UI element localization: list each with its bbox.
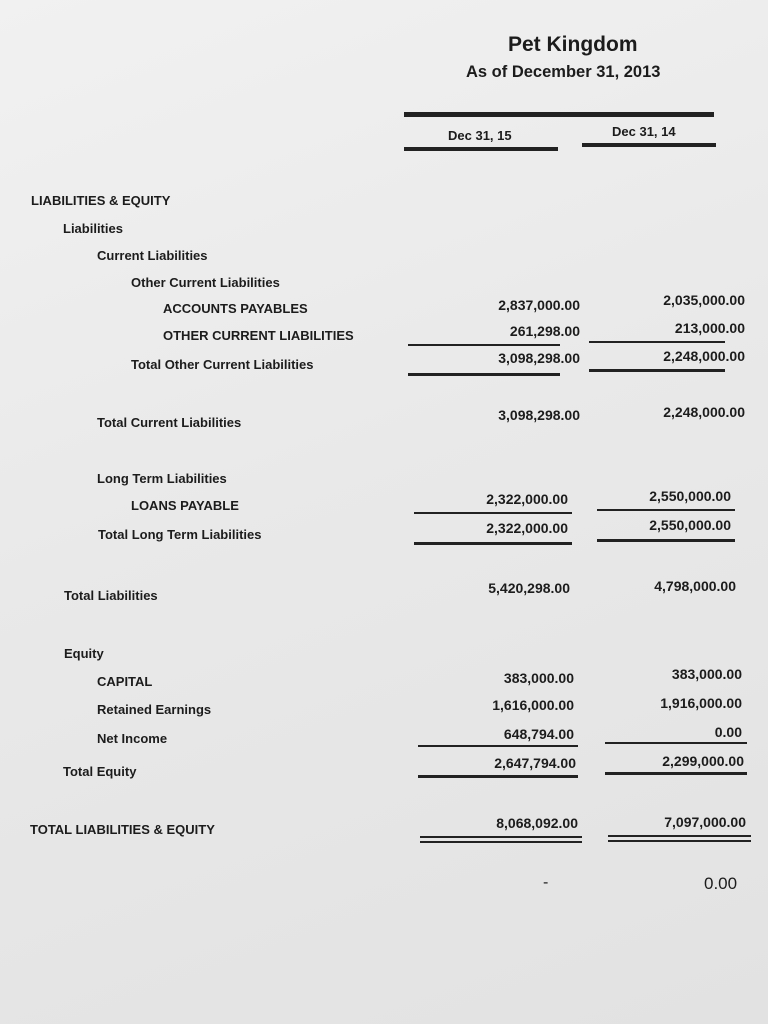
row-label-total-long-term-liabilities: Total Long Term Liabilities [98,527,262,542]
value-other-current-liabilities-2014: 213,000.00 [674,320,745,336]
row-label-other-current-liabilities: OTHER CURRENT LIABILITIES [163,328,354,343]
grand-total-double-rule-col1-top [420,836,582,838]
value-net-income-2015: 648,794.00 [503,726,574,742]
subtotal-rule-col2 [589,341,725,343]
section-liabilities: Liabilities [63,221,123,236]
equity-subtotal-rule-col2 [605,742,747,744]
value-accounts-payables-2015: 2,837,000.00 [498,297,580,313]
value-net-income-2014: 0.00 [714,724,742,740]
total-rule-col2 [589,369,725,372]
column-header-dec-31-14: Dec 31, 14 [612,124,676,139]
value-retained-earnings-2014: 1,916,000.00 [660,695,742,711]
row-label-total-current-liabilities: Total Current Liabilities [97,415,242,430]
section-other-current-liabilities: Other Current Liabilities [131,275,280,290]
value-capital-2014: 383,000.00 [671,666,742,682]
header-top-rule [404,112,714,117]
row-label-accounts-payables: ACCOUNTS PAYABLES [163,301,308,316]
value-total-liabilities-2014: 4,798,000.00 [654,578,736,594]
value-capital-2015: 383,000.00 [503,670,574,686]
value-total-current-liabilities-2014: 2,248,000.00 [663,404,745,420]
ltl-total-rule-col1 [414,542,572,545]
equity-total-rule-col1 [418,775,578,778]
row-label-capital: CAPITAL [97,674,153,689]
report-date: As of December 31, 2013 [466,63,661,81]
section-liabilities-equity: LIABILITIES & EQUITY [31,193,171,208]
value-total-long-term-liabilities-2014: 2,550,000.00 [649,517,731,533]
row-label-total-other-current-liabilities: Total Other Current Liabilities [131,357,314,372]
section-equity: Equity [64,646,104,661]
value-total-other-current-liabilities-2014: 2,248,000.00 [663,348,745,364]
value-total-long-term-liabilities-2015: 2,322,000.00 [486,520,568,536]
company-name: Pet Kingdom [508,33,638,56]
row-label-loans-payable: LOANS PAYABLE [131,498,239,513]
value-accounts-payables-2014: 2,035,000.00 [663,292,745,308]
value-total-current-liabilities-2015: 3,098,298.00 [498,407,580,423]
equity-total-rule-col2 [605,772,747,775]
section-long-term-liabilities: Long Term Liabilities [97,471,227,486]
section-current-liabilities: Current Liabilities [97,248,208,263]
value-other-current-liabilities-2015: 261,298.00 [509,323,580,339]
grand-total-double-rule-col2-bottom [608,840,751,842]
value-total-equity-2015: 2,647,794.00 [494,755,576,771]
total-rule-col1 [408,373,560,376]
value-loans-payable-2015: 2,322,000.00 [486,491,568,507]
value-retained-earnings-2015: 1,616,000.00 [492,697,574,713]
row-label-retained-earnings: Retained Earnings [97,702,212,717]
grand-total-double-rule-col2-top [608,835,751,837]
difference-value: 0.00 [704,874,738,893]
grand-total-double-rule-col1-bottom [420,841,582,843]
value-total-equity-2014: 2,299,000.00 [662,753,744,769]
column-header-dec-31-15: Dec 31, 15 [448,128,512,143]
header-underline-col2 [582,143,716,147]
difference-dash: - [543,874,549,891]
value-total-liabilities-2015: 5,420,298.00 [488,580,570,596]
row-label-net-income: Net Income [97,731,168,746]
row-label-total-equity: Total Equity [63,764,137,779]
row-label-total-liabilities: Total Liabilities [64,588,158,603]
equity-subtotal-rule-col1 [418,745,578,747]
value-total-liabilities-equity-2015: 8,068,092.00 [496,815,578,831]
value-total-other-current-liabilities-2015: 3,098,298.00 [498,350,580,366]
value-total-liabilities-equity-2014: 7,097,000.00 [664,814,746,830]
ltl-subtotal-rule-col1 [414,512,572,514]
ltl-total-rule-col2 [597,539,735,542]
ltl-subtotal-rule-col2 [597,509,735,511]
row-label-total-liabilities-equity: TOTAL LIABILITIES & EQUITY [30,822,215,837]
value-loans-payable-2014: 2,550,000.00 [649,488,731,504]
subtotal-rule-col1 [408,344,560,346]
header-underline-col1 [404,147,558,151]
